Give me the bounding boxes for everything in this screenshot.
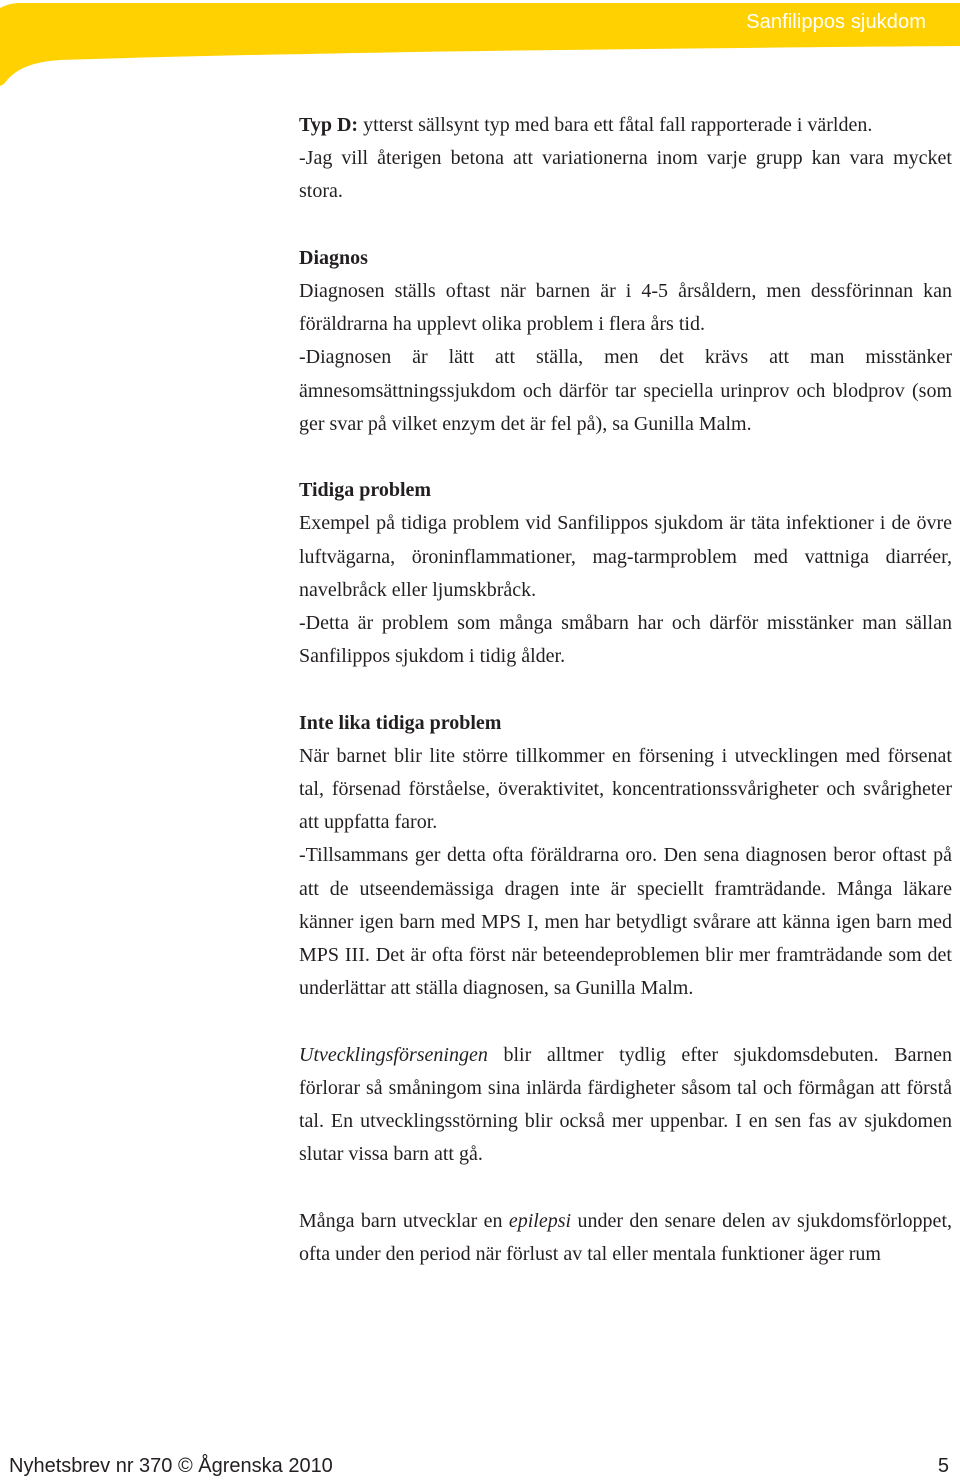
epilepsi-italic: epilepsi [508,1209,572,1232]
article-body [299,109,952,1271]
footer-publication: Nyhetsbrev nr 370 © Ågrenska 2010 [9,1455,333,1477]
header-banner [0,0,960,86]
typd-note: -Jag vill återigen betona att variationerna inom varje grupp kan vara mycket stora. [299,147,952,203]
typd-text: ytterst sällsynt typ med bara ett fåtal fall rapporterade i världen. [358,114,873,136]
epilepsi-before: Många barn utvecklar en [299,1209,509,1232]
typd-paragraph [299,109,952,142]
epilepsi-paragraph [299,1205,952,1271]
tidiga-heading: Tidiga problem [299,479,432,502]
diagnos-paragraph-2: -Diagnosen är lätt att ställa, men det krävs att man misstänker ämnesomsättningssjukdom och därför tar speciella urinprov och blodprov (som ger svar på vilket enzym det är fel på), sa Gunilla Malm. [299,346,952,435]
inte-lika-paragraph-2: -Tillsammans ger detta ofta föräldrarna oro. Den sena diagnosen beror oftast på att de utseendemässiga dragen inte är speciellt framträdande. Många läkare känner igen barn med MPS I, men har betydligt svårare att känna igen barn med MPS III. Det är ofta först när beteendeproblemen blir mer framträdande som det underlättar att ställa diagnosen, sa Gunilla Malm. [299,844,952,1000]
tidiga-paragraph-2: -Detta är problem som många småbarn har och därför misstänker man sällan Sanfilippos sjukdom i tidig ålder. [299,612,952,668]
tidiga-paragraph-1: Exempel på tidiga problem vid Sanfilippos sjukdom är täta infektioner i de övre luftvägarna, öroninflammationer, mag-tarmproblem med vattniga diarréer, navelbråck eller ljumskbråck. [299,512,952,601]
diagnos-paragraph-1: Diagnosen ställs oftast när barnen är i 4-5 årsåldern, men dessförinnan kan föräldrarna ha upplevt olika problem i flera års tid. [299,280,952,336]
utveckling-italic: Utvecklingsförseningen [299,1043,488,1066]
inte-lika-heading: Inte lika tidiga problem [299,711,502,734]
inte-lika-paragraph-1: När barnet blir lite större tillkommer en försening i utvecklingen med försenat tal, försenad förståelse, överaktivitet, koncentrationssvårigheter och svårigheter att uppfatta faror. [299,744,952,834]
utveckling-text: blir alltmer tydlig efter sjukdomsdebuten. Barnen förlorar så småningom sina inlärda färdigheter såsom tal och förmågan att förstå tal. En utvecklingsstörning blir också mer uppenbar. I en sen fas av sjukdomen slutar vissa barn att gå. [299,1043,952,1166]
header-title: Sanfilippos sjukdom [746,11,926,33]
diagnos-heading: Diagnos [299,246,368,269]
page-number: 5 [937,1455,949,1477]
utveckling-paragraph [299,1039,952,1172]
epilepsi-after: under den senare delen av sjukdomsförloppet, ofta under den period när förlust av tal eller mentala funktioner äger rum [299,1209,952,1265]
typd-label: Typ D: [299,114,359,136]
